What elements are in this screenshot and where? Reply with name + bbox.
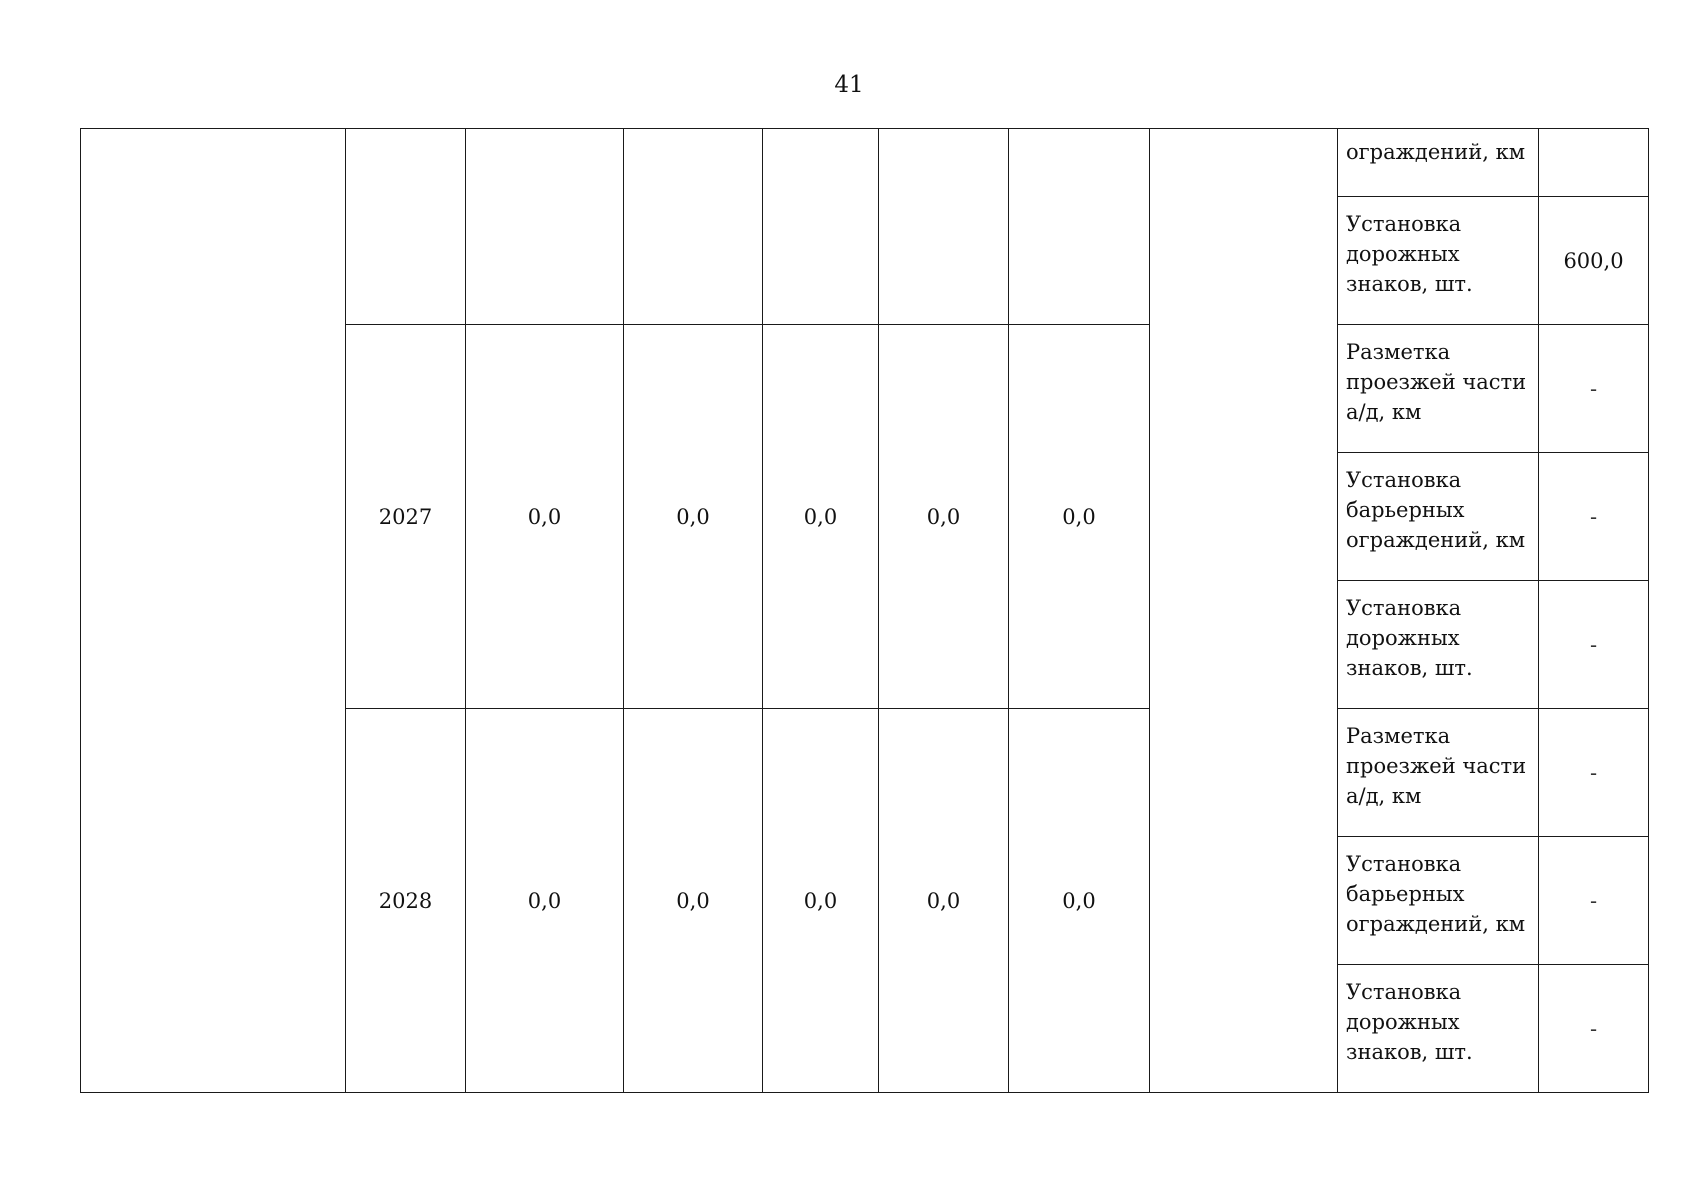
executor-cell xyxy=(1150,129,1338,1093)
year-cell: 2027 xyxy=(346,325,466,709)
measure-name-cell xyxy=(81,129,346,1093)
finance-cell: 0,0 xyxy=(763,709,879,1093)
indicator-name: Установка дорожных знаков, шт. xyxy=(1338,965,1539,1093)
finance-cell: 0,0 xyxy=(624,709,763,1093)
indicator-name: Установка барьерных ограждений, км xyxy=(1338,837,1539,965)
finance-cell xyxy=(763,129,879,325)
indicator-value: - xyxy=(1539,581,1649,709)
page-number: 41 xyxy=(834,72,864,98)
indicator-name: ограждений, км xyxy=(1338,129,1539,197)
indicator-value: - xyxy=(1539,837,1649,965)
finance-cell xyxy=(1009,129,1150,325)
finance-cell: 0,0 xyxy=(1009,709,1150,1093)
finance-cell xyxy=(624,129,763,325)
finance-cell: 0,0 xyxy=(466,325,624,709)
finance-cell: 0,0 xyxy=(879,325,1009,709)
finance-cell: 0,0 xyxy=(466,709,624,1093)
indicator-value: - xyxy=(1539,709,1649,837)
finance-cell: 0,0 xyxy=(1009,325,1150,709)
finance-cell: 0,0 xyxy=(879,709,1009,1093)
indicator-name: Разметка проезжей части а/д, км xyxy=(1338,325,1539,453)
year-cell xyxy=(346,129,466,325)
indicator-value: - xyxy=(1539,453,1649,581)
indicator-value: - xyxy=(1539,325,1649,453)
indicator-value: 600,0 xyxy=(1539,197,1649,325)
indicator-name: Установка барьерных ограждений, км xyxy=(1338,453,1539,581)
table-row xyxy=(81,129,1649,197)
indicator-name: Установка дорожных знаков, шт. xyxy=(1338,581,1539,709)
finance-cell xyxy=(879,129,1009,325)
indicator-name: Установка дорожных знаков, шт. xyxy=(1338,197,1539,325)
finance-cell xyxy=(466,129,624,325)
finance-cell: 0,0 xyxy=(624,325,763,709)
finance-cell: 0,0 xyxy=(763,325,879,709)
indicator-name: Разметка проезжей части а/д, км xyxy=(1338,709,1539,837)
indicator-value xyxy=(1539,129,1649,197)
program-table xyxy=(80,128,1649,1093)
indicator-value: - xyxy=(1539,965,1649,1093)
year-cell: 2028 xyxy=(346,709,466,1093)
